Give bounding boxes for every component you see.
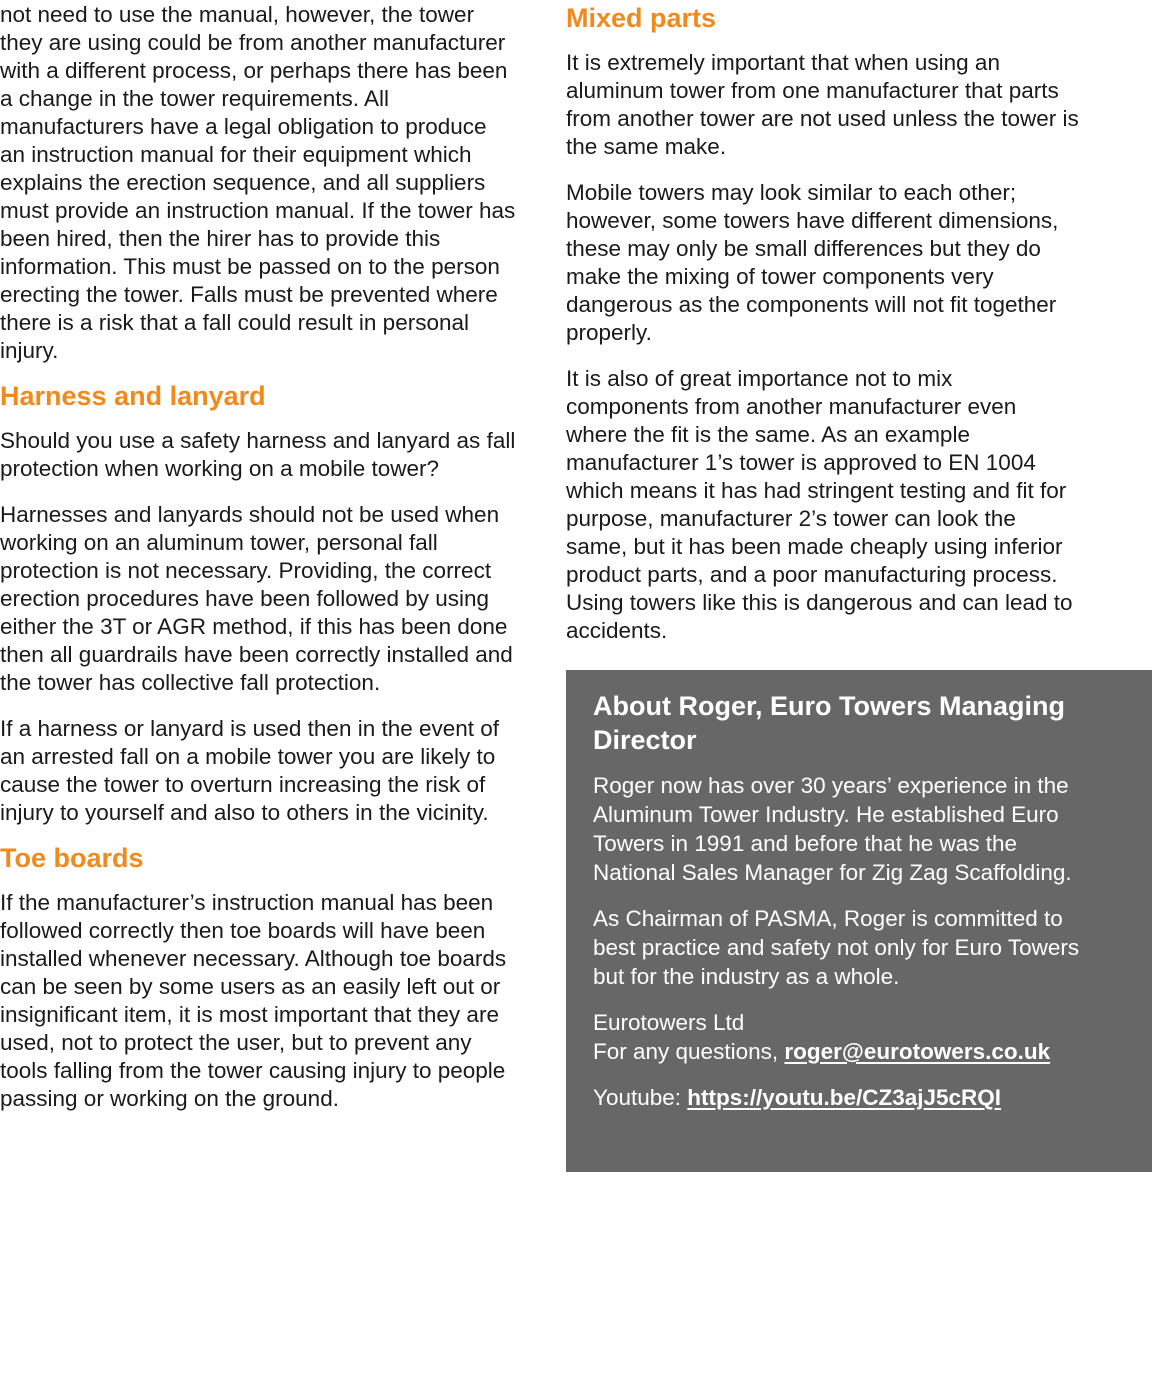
mixed-parts-paragraph-1: It is extremely important that when using an aluminum tower from one manufacturer that parts from another tower are not used unless the tower is the same make. bbox=[566, 50, 1079, 159]
harness-paragraph-2: Harnesses and lanyards should not be used when working on an aluminum tower, personal fall protection is not necessary. Providing, the correct erection procedures have been followed by using either the 3T or AGR method, if this has been done then all guardrails have been correctly installed and the tower has collective fall protection. bbox=[0, 502, 513, 695]
contact-block bbox=[593, 1008, 1093, 1066]
about-author-box bbox=[566, 670, 1152, 1172]
toe-boards-heading: Toe boards bbox=[0, 843, 144, 873]
questions-prefix: For any questions, bbox=[593, 1039, 785, 1064]
left-column bbox=[0, 0, 516, 1113]
mixed-parts-paragraph-2: Mobile towers may look similar to each other; however, some towers have different dimensions, these may only be small differences but they do make the mixing of tower components very dangerous as the components will not fit together properly. bbox=[566, 180, 1059, 345]
harness-paragraph-1: Should you use a safety harness and lanyard as fall protection when working on a mobile tower? bbox=[0, 428, 516, 481]
youtube-link[interactable]: https://youtu.be/CZ3ajJ5cRQI bbox=[687, 1085, 1002, 1110]
harness-paragraph-3: If a harness or lanyard is used then in the event of an arrested fall on a mobile tower you are likely to cause the tower to overturn increasing the risk of injury to yourself and also to others in the vicinity. bbox=[0, 716, 500, 825]
mixed-parts-paragraph-3: It is also of great importance not to mix components from another manufacturer even where the fit is the same. As an example manufacturer 1’s tower is approved to EN 1004 which means it has had stringent testing and fit for purpose, manufacturer 2’s tower can look the same, but it has been made cheaply using inferior product parts, and a poor manufacturing process. Using towers like this is dangerous and can lead to accidents. bbox=[566, 366, 1073, 643]
about-heading: About Roger, Euro Towers Managing Director bbox=[593, 691, 1066, 755]
harness-heading: Harness and lanyard bbox=[0, 381, 266, 411]
right-column bbox=[566, 0, 1152, 645]
mixed-parts-heading: Mixed parts bbox=[566, 3, 717, 33]
toe-boards-paragraph: If the manufacturer’s instruction manual has been followed correctly then toe boards will have been installed whenever necessary. Although toe boards can be seen by some users as an easily left out or insignificant item, it is most important that they are used, not to protect the user, but to prevent any tools falling from the tower causing injury to people passing or working on the ground. bbox=[0, 890, 507, 1111]
company-name: Eurotowers Ltd bbox=[593, 1010, 745, 1035]
youtube-prefix: Youtube: bbox=[593, 1085, 688, 1110]
about-chairman: As Chairman of PASMA, Roger is committed to best practice and safety not only for Euro Towers but for the industry as a whole. bbox=[593, 906, 1080, 989]
youtube-line bbox=[593, 1083, 1093, 1112]
email-link[interactable]: roger@eurotowers.co.uk bbox=[784, 1039, 1051, 1064]
about-bio: Roger now has over 30 years’ experience in the Aluminum Tower Industry. He established Euro Towers in 1991 and before that he was the National Sales Manager for Zig Zag Scaffolding. bbox=[593, 773, 1072, 885]
intro-paragraph: not need to use the manual, however, the tower they are using could be from another manufacturer with a different process, or perhaps there has been a change in the tower requirements. All manufacturers have a legal obligation to produce an instruction manual for their equipment which explains the erection sequence, and all suppliers must provide an instruction manual. If the tower has been hired, then the hirer has to provide this information. This must be passed on to the person erecting the tower. Falls must be prevented where there is a risk that a fall could result in personal injury. bbox=[0, 2, 516, 363]
